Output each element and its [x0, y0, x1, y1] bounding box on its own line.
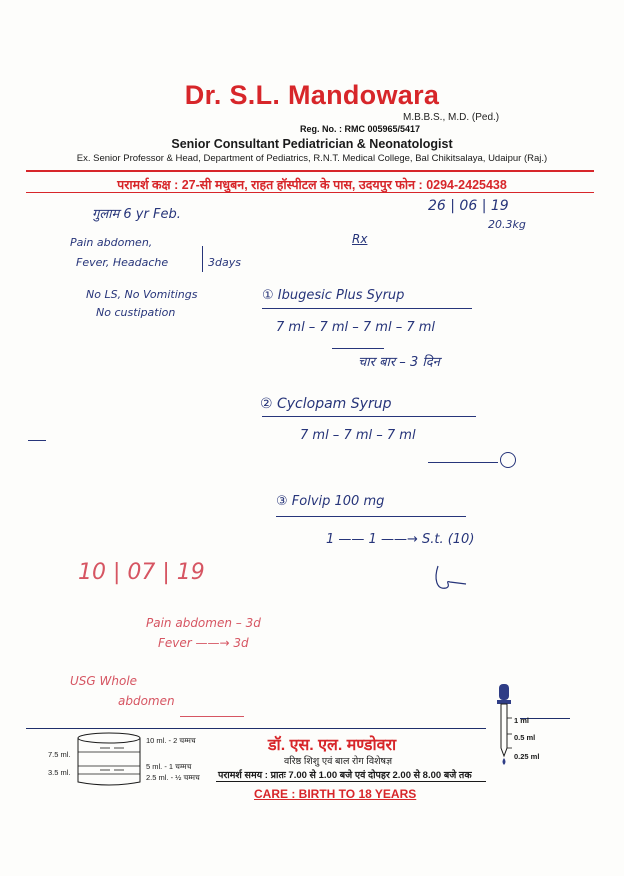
footer-timing: परामर्श समय : प्रातः 7.00 से 1.00 बजे एवं दोपहर 2.00 से 8.00 बजे तक	[218, 770, 472, 781]
rx3-dose: 1 —— 1 ——→ S.t. (10)	[326, 532, 475, 547]
dropper-0-25ml: 0.25 ml	[514, 752, 540, 761]
patient-weight: 20.3kg	[488, 218, 526, 231]
visit-date: 26 | 06 | 19	[428, 198, 509, 214]
header-rule-top	[26, 170, 594, 172]
patient-name-age: गुलाम 6 yr Feb.	[92, 207, 181, 222]
doctor-signature	[430, 560, 480, 600]
footer-hindi-name: डॉ. एस. एल. मण्डोवरा	[268, 737, 397, 754]
dropper-1ml: 1 ml	[514, 716, 530, 725]
measure-2-5ml: 2.5 ml. - ½ चम्मच	[146, 773, 200, 782]
margin-mark	[28, 440, 46, 441]
rx1-underline	[262, 308, 472, 309]
qualifications: M.B.B.S., M.D. (Ped.)	[403, 112, 500, 123]
header-rule-bottom	[26, 192, 594, 193]
measure-10ml: 10 ml. - 2 चम्मच	[146, 736, 196, 745]
timing-underline	[216, 781, 486, 782]
investigation-line-1: USG Whole	[70, 674, 138, 688]
consultation-address: परामर्श कक्ष : 27-सी मधुबन, राहत हॉस्पीटल के पास, उदयपुर फोन : 0294-2425438	[117, 178, 507, 192]
dropper-0-5ml: 0.5 ml	[514, 733, 536, 742]
rx1-name: ① Ibugesic Plus Syrup	[262, 288, 405, 303]
exam-line-1: No LS, No Vomitings	[86, 288, 198, 301]
footer-care: CARE : BIRTH TO 18 YEARS	[254, 787, 417, 801]
measure-7-5ml: 7.5 ml.	[48, 750, 71, 759]
rx1-dose: 7 ml – 7 ml – 7 ml – 7 ml	[276, 320, 436, 335]
registration-number: Reg. No. : RMC 005965/5417	[300, 124, 421, 134]
ex-position: Ex. Senior Professor & Head, Department of Pediatrics, R.N.T. Medical College, Bal Chikitsalaya, Udaipur (Raj.)	[76, 153, 548, 164]
rx3-underline	[276, 516, 466, 517]
doctor-name: Dr. S.L. Mandowara	[184, 80, 440, 110]
measure-5ml: 5 ml. - 1 चम्मच	[146, 762, 192, 771]
rx-header: Rx	[352, 232, 368, 246]
complaint-duration: 3days	[208, 256, 241, 269]
rx2-end-line	[428, 462, 498, 463]
rx1-frequency-stroke	[332, 348, 384, 349]
rx2-dose: 7 ml – 7 ml – 7 ml	[300, 428, 416, 443]
footer-hindi-designation: वरिष्ठ शिशु एवं बाल रोग विशेषज्ञ	[284, 756, 393, 767]
measure-3-5ml: 3.5 ml.	[48, 768, 71, 777]
exam-line-2: No custipation	[96, 306, 176, 319]
followup-date: 10 | 07 | 19	[78, 560, 205, 585]
measuring-cup-icon	[76, 732, 142, 788]
investigation-underline	[180, 716, 244, 717]
rx1-frequency: चार बार – 3 दिन	[358, 355, 440, 370]
footer-rule	[26, 728, 486, 729]
rx2-end-circle	[500, 452, 516, 468]
investigation-line-2: abdomen	[118, 694, 175, 708]
rx3-name: ③ Folvip 100 mg	[276, 494, 385, 509]
complaint-line-1: Pain abdomen,	[70, 236, 153, 249]
doctor-title: Senior Consultant Pediatrician & Neonatologist	[171, 137, 453, 151]
rx2-name: ② Cyclopam Syrup	[260, 396, 392, 412]
complaint-bracket	[202, 246, 203, 272]
rx2-underline	[262, 416, 476, 417]
followup-line-1: Pain abdomen – 3d	[146, 616, 261, 630]
dropper-icon	[492, 682, 516, 766]
followup-line-2: Fever ——→ 3d	[158, 636, 249, 650]
complaint-line-2: Fever, Headache	[76, 256, 169, 269]
